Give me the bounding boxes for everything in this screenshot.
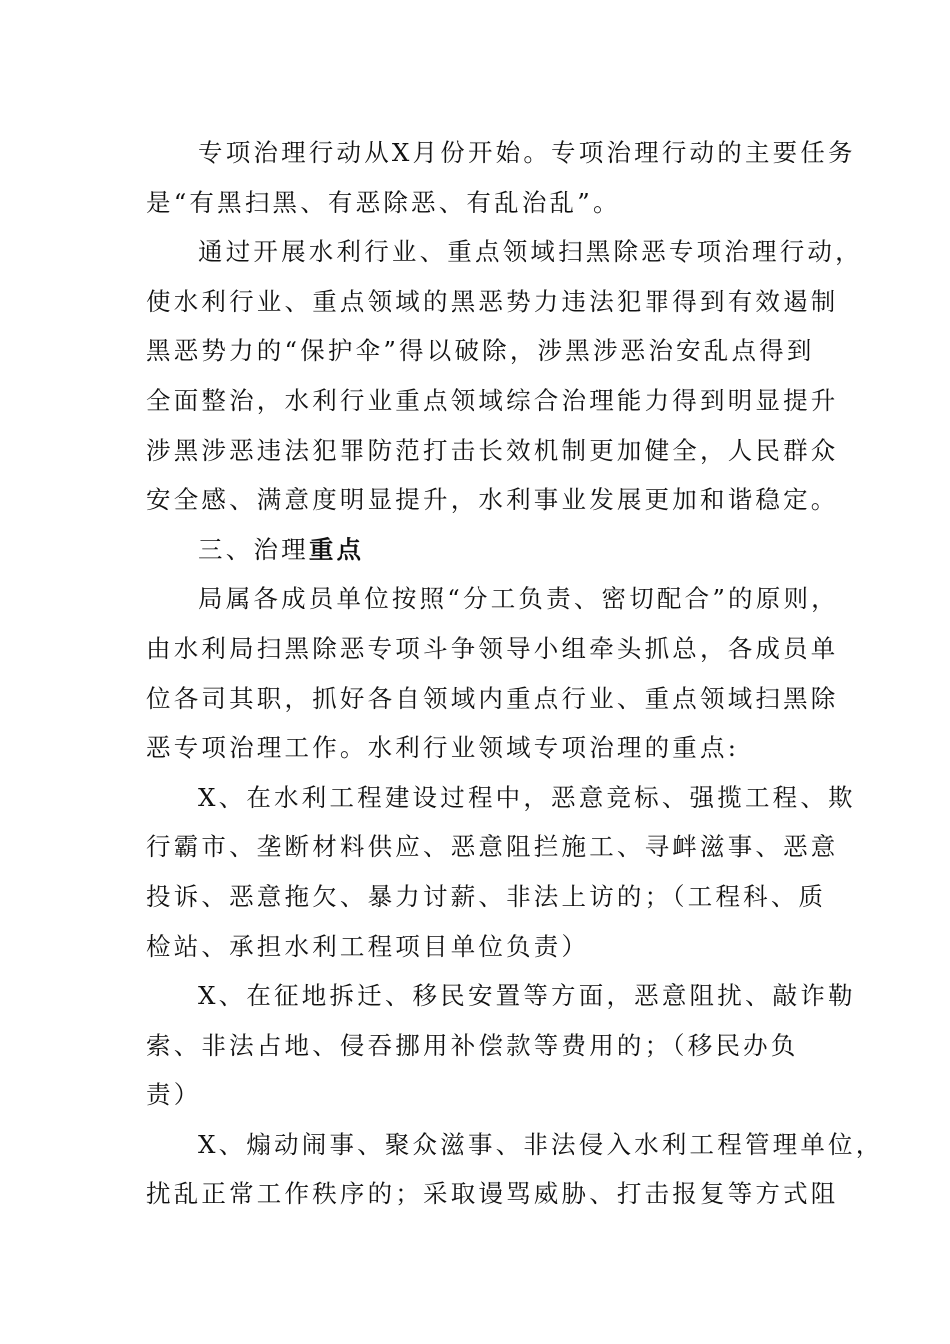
paragraph-line: 涉黑涉恶违法犯罪防范打击长效机制更加健全，人民群众 [146,435,839,465]
paragraph-line: 是“有黑扫黑、有恶除恶、有乱治乱”。 [146,187,621,217]
paragraph-line: 专项治理行动从X月份开始。专项治理行动的主要任务 [198,138,856,167]
paragraph-line: 恶专项治理工作。水利行业领域专项治理的重点: [146,733,740,763]
list-item-line: 行霸市、垄断材料供应、恶意阻拦施工、寻衅滋事、恶意 [146,832,839,862]
list-item-line: 扰乱正常工作秩序的；采取谩骂威胁、打击报复等方式阻 [146,1179,839,1209]
list-item-line: 检站、承担水利工程项目单位负责） [146,931,590,961]
list-item-line: X、煽动闹事、聚众滋事、非法侵入水利工程管理单位， [198,1129,884,1159]
list-item-line: X、在征地拆迁、移民安置等方面，恶意阻扰、敲诈勒 [198,981,856,1011]
list-item-line: 责） [146,1080,202,1110]
section-heading-text: 三、治理 [198,534,309,564]
section-heading-bold-text: 重点 [308,534,365,564]
paragraph-line: 由水利局扫黑除恶专项斗争领导小组牵头抓总，各成员单 [146,633,839,663]
document-body [146,128,884,1219]
list-item-line: 投诉、恶意拖欠、暴力讨薪、非法上访的；（工程科、质 [146,881,827,911]
paragraph-line: 黑恶势力的“保护伞”得以破除，涉黑涉恶治安乱点得到 [146,336,815,366]
paragraph-line: 通过开展水利行业、重点领域扫黑除恶专项治理行动， [198,237,863,267]
paragraph-line: 全面整治，水利行业重点领域综合治理能力得到明显提升 [146,385,839,415]
paragraph-line: 安全感、满意度明显提升，水利事业发展更加和谐稳定。 [146,485,839,515]
paragraph-line: 位各司其职，抓好各自领域内重点行业、重点领域扫黑除 [146,683,839,713]
section-heading [146,525,836,575]
paragraph-line: 局属各成员单位按照“分工负责、密切配合”的原则， [198,584,839,614]
list-item-line: 索、非法占地、侵吞挪用补偿款等费用的；（移民办负 [146,1030,799,1060]
list-item-line: X、在水利工程建设过程中，恶意竞标、强揽工程、欺 [198,782,856,812]
paragraph-line: 使水利行业、重点领域的黑恶势力违法犯罪得到有效遏制 [146,286,839,316]
